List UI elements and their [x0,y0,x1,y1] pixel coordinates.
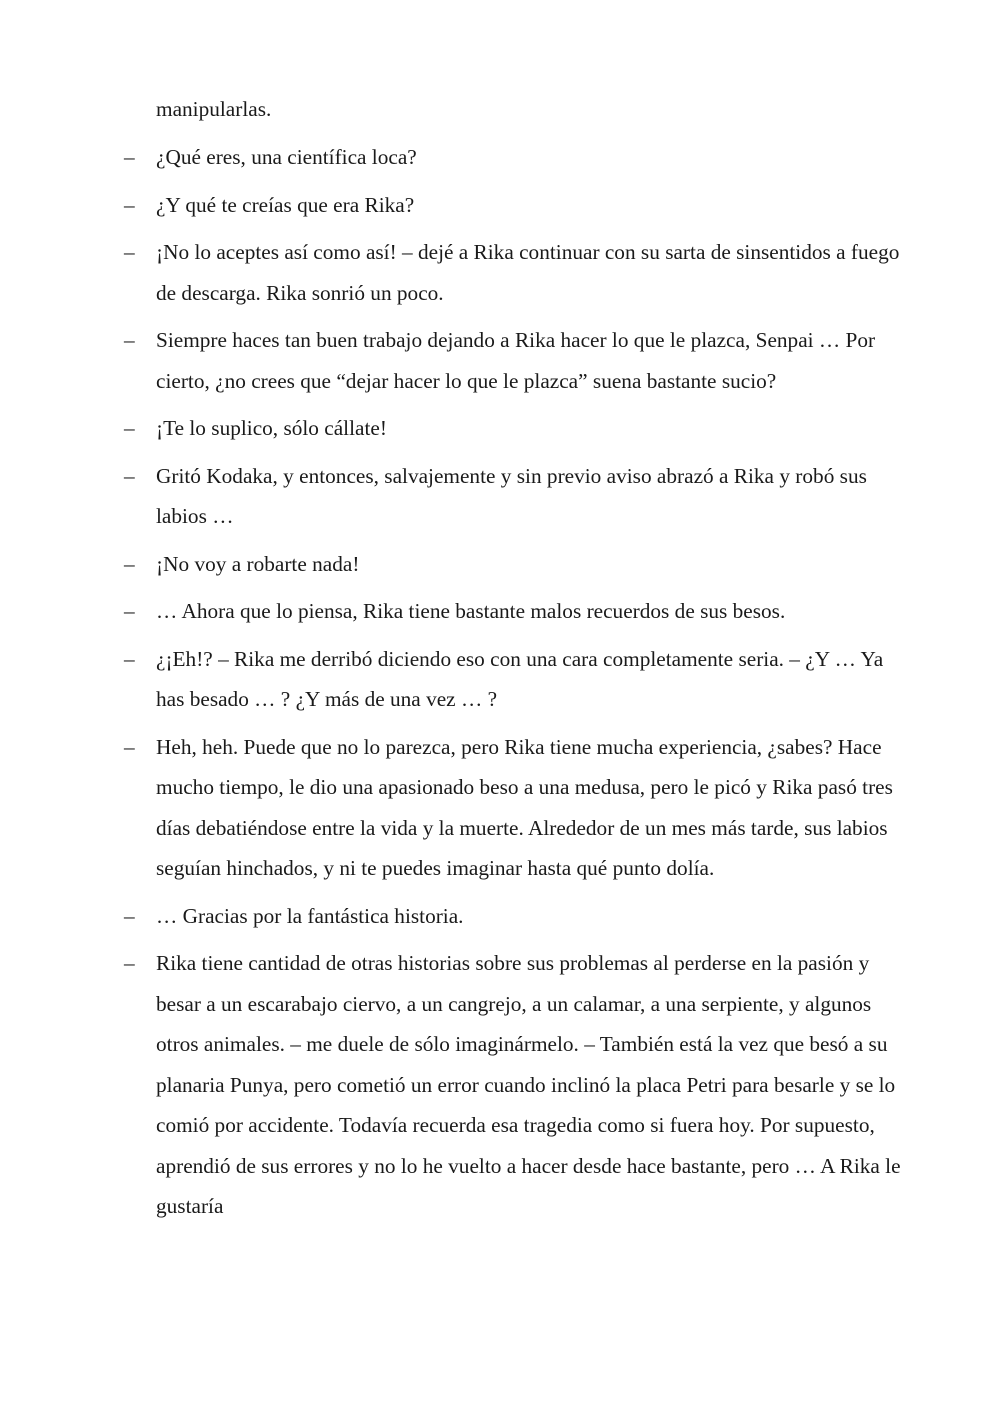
dash-bullet: – [124,416,135,440]
dash-bullet: – [124,240,135,264]
dialogue-text: Siempre haces tan buen trabajo dejando a Rika hacer lo que le plazca, Senpai … Por cierto, ¿no crees que “dejar hacer lo que le plazca” suena bastante sucio? [156,328,876,393]
dash-bullet: – [124,192,135,217]
dash-bullet: – [124,734,135,759]
dash-bullet: – [124,903,135,928]
continued-paragraph: manipularlas. [156,97,272,121]
dialogue-line [0,320,908,401]
dash-bullet: – [124,646,135,671]
dialogue-line [0,408,908,449]
dialogue-line [0,544,908,585]
dialogue-text: ¡No voy a robarte nada! [156,551,360,576]
dialogue-line [0,727,908,889]
dialogue-text: ¿Y qué te creías que era Rika? [156,192,415,217]
dialogue-text: Heh, heh. Puede que no lo parezca, pero Rika tiene mucha experiencia, ¿sabes? Hace mucho tiempo, le dio una apasionado beso a una medusa, pero le picó y Rika pasó tres días debatiéndose entre la vida y la muerte. Alrededor de un mes más tarde, sus labios seguían hinchados, y ni te puedes imaginar hasta qué punto dolía. [156,734,893,880]
dash-bullet: – [124,145,135,169]
dialogue-text: ¡Te lo suplico, sólo cállate! [156,416,387,440]
dash-bullet: – [124,328,135,352]
dialogue-line [0,456,908,537]
dialogue-line [0,137,908,178]
dialogue-line [0,185,908,226]
dialogue-text: ¿¡Eh!? – Rika me derribó diciendo eso con una cara completamente seria. – ¿Y … Ya has besado … ? ¿Y más de una vez … ? [156,646,884,711]
dialogue-text: ¿Qué eres, una científica loca? [156,145,417,169]
dash-bullet: – [124,463,135,488]
dash-bullet: – [124,551,135,576]
dialogue-list [0,137,1000,1234]
dash-bullet: – [124,951,135,975]
dialogue-text: … Gracias por la fantástica historia. [156,903,464,928]
dash-bullet: – [124,599,135,623]
dialogue-line [0,943,908,1227]
dialogue-text: ¡No lo aceptes así como así! – dejé a Rika continuar con su sarta de sinsentidos a fuego de descarga. Rika sonrió un poco. [156,240,900,305]
dialogue-line [0,232,908,313]
dialogue-line [0,639,908,720]
dialogue-text: Gritó Kodaka, y entonces, salvajemente y sin previo aviso abrazó a Rika y robó sus labios … [156,463,867,528]
dialogue-text: … Ahora que lo piensa, Rika tiene bastante malos recuerdos de sus besos. [156,599,786,623]
dialogue-text: Rika tiene cantidad de otras historias sobre sus problemas al perderse en la pasión y besar a un escarabajo ciervo, a un cangrejo, a un calamar, a una serpiente, y algunos otros animales. – me duele de sólo imaginármelo. – También está la vez que besó a su planaria Punya, pero cometió un error cuando inclinó la placa Petri para besarle y se lo comió por accidente. Todavía recuerda esa tragedia como si fuera hoy. Por supuesto, aprendió de sus errores y no lo he vuelto a hacer desde hace bastante, pero … A Rika le gustaría [156,951,901,1218]
dialogue-line [0,591,908,632]
dialogue-line [0,896,908,937]
